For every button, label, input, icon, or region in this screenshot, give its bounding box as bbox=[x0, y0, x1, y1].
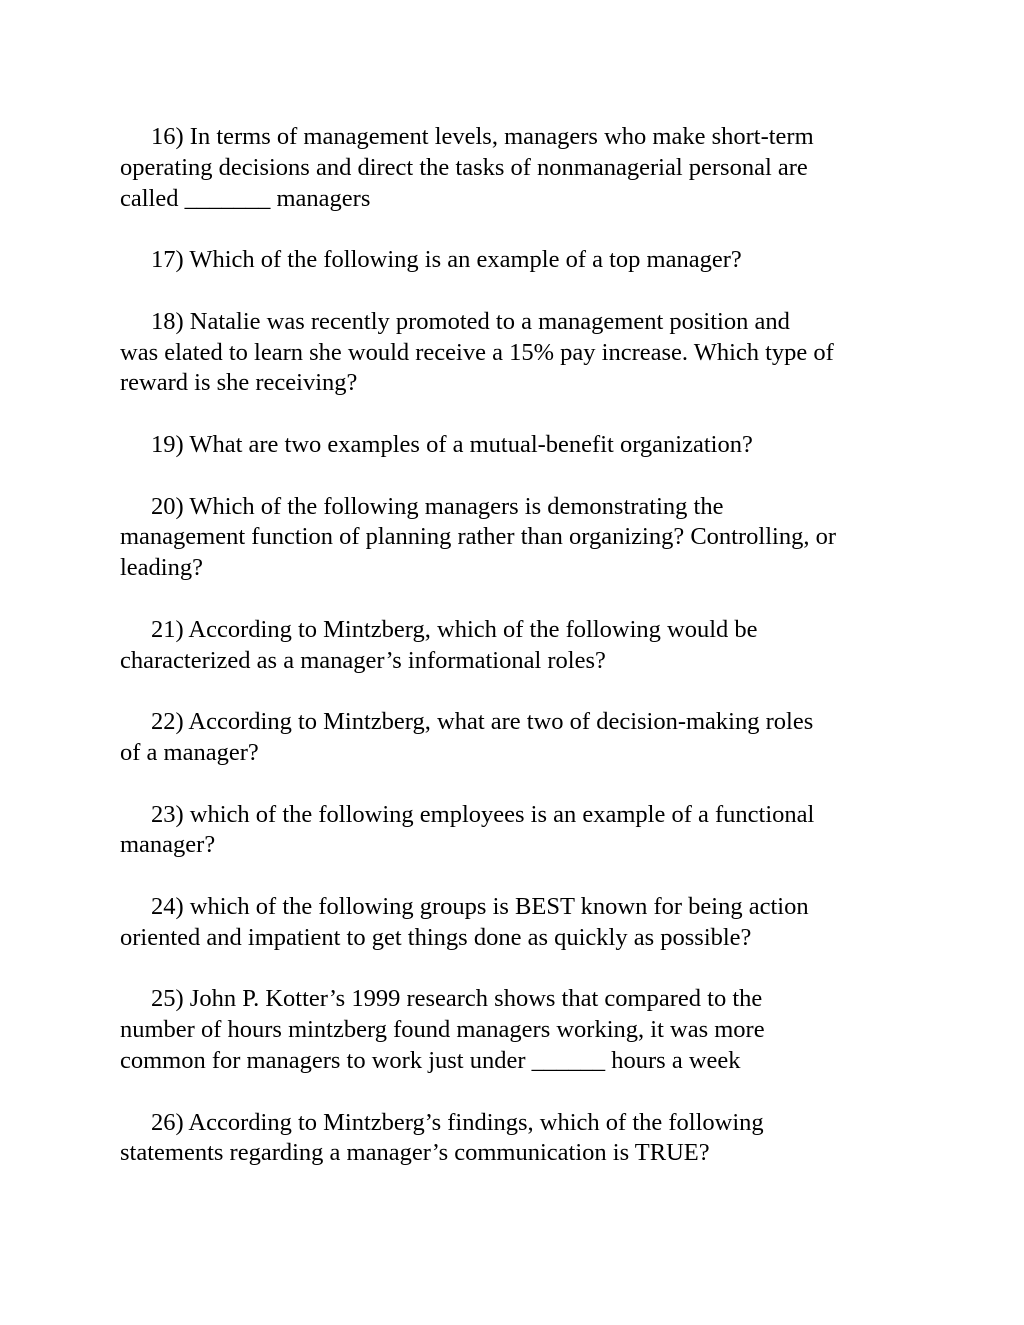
question-17: 17) Which of the following is an example of a top manager? bbox=[151, 246, 742, 274]
question-20: 20) Which of the following managers is demonstrating the management function of planning rather than organizing? Controlling, or leading? bbox=[120, 492, 836, 582]
question-25: 25) John P. Kotter’s 1999 research shows that compared to the number of hours mintzberg found managers working, it was more common for managers to work just under ______ hours a week bbox=[120, 985, 765, 1074]
question-24: 24) which of the following groups is BEST known for being action oriented and impatient to get things done as quickly as possible? bbox=[120, 892, 809, 951]
question-23: 23) which of the following employees is an example of a functional manager? bbox=[120, 800, 815, 859]
question-26: 26) According to Mintzberg’s findings, which of the following statements regarding a manager’s communication is TRUE? bbox=[120, 1108, 764, 1167]
question-19: 19) What are two examples of a mutual-benefit organization? bbox=[151, 430, 753, 458]
question-21: 21) According to Mintzberg, which of the following would be characterized as a manager’s informational roles? bbox=[120, 615, 758, 674]
question-22: 22) According to Mintzberg, what are two of decision-making roles of a manager? bbox=[120, 708, 814, 766]
question-16: 16) In terms of management levels, managers who make short-term operating decisions and direct the tasks of nonmanagerial personal are called _______ managers bbox=[120, 123, 814, 212]
question-18: 18) Natalie was recently promoted to a management position and was elated to learn she would receive a 15% pay increase. Which type of reward is she receiving? bbox=[120, 307, 834, 397]
question-list bbox=[120, 122, 910, 1169]
